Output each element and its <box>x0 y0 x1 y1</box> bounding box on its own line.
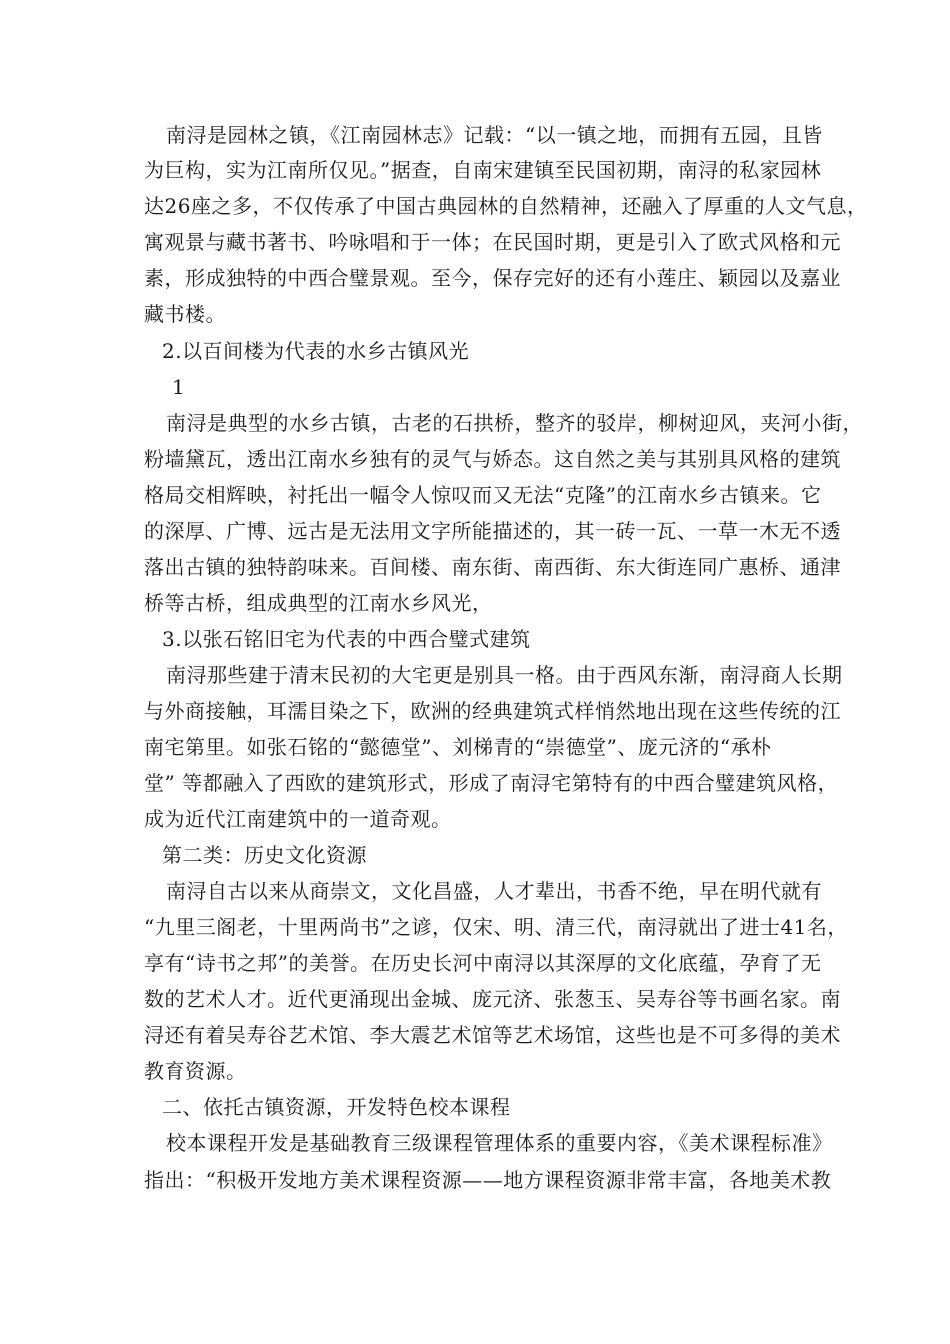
text-line: 达26座之多，不仅传承了中国古典园林的自然精神，还融入了厚重的人文气息， <box>144 194 868 218</box>
text-line: 浔还有着吴寿谷艺术馆、李大震艺术馆等艺术场馆，这些也是不可多得的美术 <box>144 1023 841 1047</box>
section-heading: 第二类：历史文化资源 <box>162 843 367 867</box>
text-line: 素，形成独特的中西合璧景观。至今，保存完好的还有小莲庄、颖园以及嘉业 <box>144 266 841 290</box>
text-line: 藏书楼。 <box>144 302 226 326</box>
text-line: 格局交相辉映，衬托出一幅令人惊叹而又无法“克隆”的江南水乡古镇来。它 <box>144 483 822 507</box>
section-heading: 二、依托古镇资源，开发特色校本课程 <box>162 1095 511 1119</box>
text-line: 校本课程开发是基础教育三级课程管理体系的重要内容，《美术课程标准》 <box>166 1131 833 1155</box>
text-line: 为巨构，实为江南所仅见。”据查，自南宋建镇至民国初期，南浔的私家园林 <box>144 158 822 182</box>
text-line: 粉墙黛瓦，透出江南水乡独有的灵气与娇态。这自然之美与其别具风格的建筑 <box>144 447 841 471</box>
text-line: 数的艺术人才。近代更涌现出金城、庞元济、张葱玉、吴寿谷等书画名家。南 <box>144 987 841 1011</box>
text-line: 桥等古桥，组成典型的江南水乡风光， <box>144 591 493 615</box>
section-heading: 2.以百间楼为代表的水乡古镇风光 <box>162 339 470 363</box>
text-line: 教育资源。 <box>144 1059 247 1083</box>
text-line: 南浔是典型的水乡古镇，古老的石拱桥，整齐的驳岸，柳树迎风，夹河小街， <box>166 411 863 435</box>
text-line: 的深厚、广博、远古是无法用文字所能描述的，其一砖一瓦、一草一木无不透 <box>144 519 841 543</box>
text-line: 成为近代江南建筑中的一道奇观。 <box>144 807 452 831</box>
text-line: 南浔是园林之镇，《江南园林志》记载：“以一镇之地，而拥有五园，且皆 <box>166 123 823 147</box>
text-line: “九里三阁老，十里两尚书”之谚，仅宋、明、清三代，南浔就出了进士41名， <box>144 915 848 939</box>
page-number: 1 <box>172 375 186 399</box>
text-line: 南浔那些建于清末民初的大宅更是别具一格。由于西风东渐，南浔商人长期 <box>166 663 843 687</box>
text-line: 指出：“积极开发地方美术课程资源——地方课程资源非常丰富，各地美术教 <box>144 1168 832 1192</box>
text-line: 落出古镇的独特韵味来。百间楼、南东街、南西街、东大街连同广惠桥、通津 <box>144 555 841 579</box>
text-line: 南宅第里。如张石铭的“懿德堂”、刘梯青的“崇德堂”、庞元济的“承朴 <box>144 735 772 759</box>
text-line: 寓观景与藏书著书、吟咏唱和于一体；在民国时期，更是引入了欧式风格和元 <box>144 230 841 254</box>
text-line: 堂” 等都融入了西欧的建筑形式，形成了南浔宅第特有的中西合璧建筑风格， <box>144 771 839 795</box>
text-line: 与外商接触，耳濡目染之下，欧洲的经典建筑式样悄然地出现在这些传统的江 <box>144 699 841 723</box>
section-heading: 3.以张石铭旧宅为代表的中西合璧式建筑 <box>162 627 531 651</box>
text-line: 享有“诗书之邦”的美誉。在历史长河中南浔以其深厚的文化底蕴，孕育了无 <box>144 951 822 975</box>
text-line: 南浔自古以来从商崇文，文化昌盛，人才辈出，书香不绝，早在明代就有 <box>166 879 822 903</box>
